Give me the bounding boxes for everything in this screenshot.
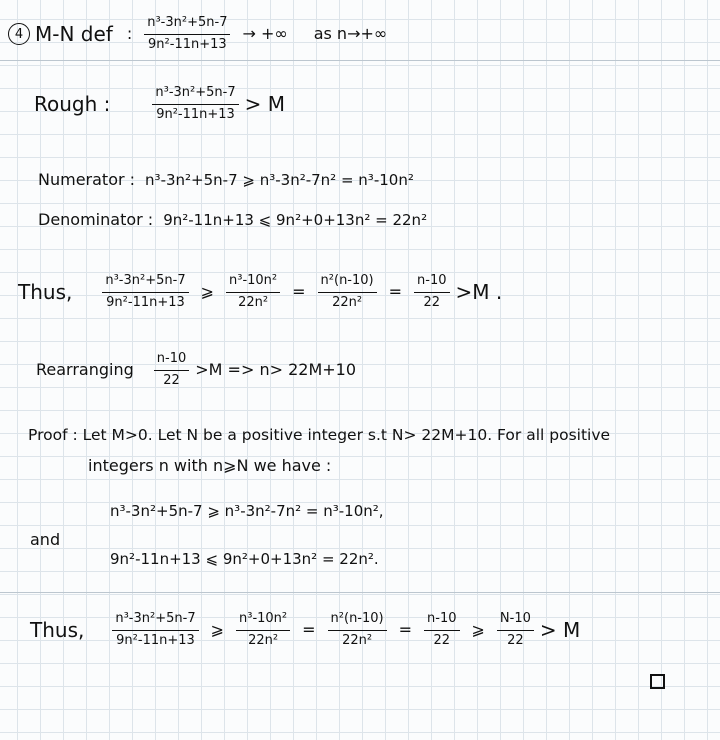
rough-fraction [152, 86, 238, 123]
denominator-line [38, 212, 427, 228]
fraction-bar [102, 292, 188, 293]
proof-line-1 [28, 428, 610, 444]
fraction-bar [328, 630, 387, 631]
proof-and [30, 532, 60, 548]
rearranging-label: Rearranging [36, 360, 134, 380]
rearranging-line [36, 352, 356, 389]
fraction-numerator: n-10 [156, 351, 187, 366]
relation-geq: ⩾ [200, 282, 214, 302]
fraction-denominator: 22n² [238, 294, 269, 310]
header-line [8, 16, 387, 53]
fraction-numerator: n³-3n²+5n-7 [115, 611, 196, 626]
fraction-denominator: 9n²-11n+13 [116, 632, 195, 648]
relation-eq: = [398, 620, 413, 640]
thus2-fraction-2 [236, 612, 290, 649]
thus-label: Thus, [30, 618, 85, 643]
thus-line-2 [30, 612, 580, 649]
thus-label: Thus, [18, 280, 73, 305]
proof-ineq-2 [110, 552, 379, 567]
thus1-fraction-2 [226, 274, 280, 311]
thus1-fraction-4 [414, 274, 449, 311]
fraction-numerator: n³-10n² [229, 273, 278, 288]
fraction-numerator: n-10 [417, 273, 447, 288]
header-numerator: n³-3n²+5n-7 [147, 15, 228, 30]
rearranging-tail: >M => n> 22M+10 [195, 360, 357, 380]
proof-text-1: Proof : Let M>0. Let N be a positive integer s.t N> 22M+10. For all positive [28, 426, 611, 444]
numerator-line [38, 172, 414, 188]
rough-line [34, 86, 285, 123]
fraction-numerator: n³-10n² [239, 611, 288, 626]
thus-line-1 [18, 274, 502, 311]
fraction-bar [226, 292, 280, 293]
relation-eq: = [292, 282, 306, 302]
proof-inequality-2: 9n²-11n+13 ⩽ 9n²+0+13n² = 22n². [110, 550, 379, 568]
proof-ineq-1 [110, 504, 384, 519]
numerator-expression: n³-3n²+5n-7 ⩾ n³-3n²-7n² = n³-10n² [145, 170, 414, 189]
relation-eq: = [302, 620, 316, 640]
thus2-fraction-4 [424, 612, 459, 649]
fraction-denominator: 22n² [332, 294, 363, 310]
fraction-denominator: 22 [507, 632, 524, 648]
thus1-fraction-3 [318, 274, 377, 311]
fraction-bar [144, 34, 230, 35]
rough-numerator: n³-3n²+5n-7 [155, 85, 236, 100]
fraction-denominator: 22 [423, 294, 441, 310]
rough-denominator: 9n²-11n+13 [156, 106, 235, 122]
thus1-fraction-1 [102, 274, 188, 311]
qed-square-icon [650, 674, 665, 689]
fraction-bar [154, 370, 189, 371]
fraction-numerator: n²(n-10) [330, 611, 384, 626]
fraction-numerator: n²(n-10) [320, 273, 374, 288]
fraction-bar [236, 630, 290, 631]
thus2-tail: > M [539, 618, 581, 643]
thus2-fraction-1 [112, 612, 198, 649]
proof-inequality-1: n³-3n²+5n-7 ⩾ n³-3n²-7n² = n³-10n², [110, 502, 384, 520]
denominator-label: Denominator : [38, 210, 154, 229]
relation-eq: = [388, 282, 403, 302]
header-denominator: 9n²-11n+13 [148, 36, 227, 52]
fraction-bar [497, 630, 534, 631]
header-arrow: → +∞ [242, 24, 288, 44]
thus2-fraction-5 [497, 612, 534, 649]
header-suffix: as n→+∞ [313, 24, 388, 44]
fraction-numerator: n-10 [427, 611, 457, 626]
denominator-expression: 9n²-11n+13 ⩽ 9n²+0+13n² = 22n² [163, 210, 428, 229]
fraction-bar [424, 630, 459, 631]
fraction-bar [152, 104, 238, 105]
fraction-denominator: 22 [163, 372, 180, 388]
rearranging-fraction [154, 352, 189, 389]
header-fraction [144, 16, 230, 53]
question-number: 4 [8, 23, 30, 45]
fraction-denominator: 22n² [248, 632, 279, 648]
rough-relation: > M [244, 92, 285, 117]
fraction-bar [318, 292, 377, 293]
proof-line-2 [88, 458, 331, 474]
and-word: and [30, 530, 61, 549]
proof-text-2: integers n with n⩾N we have : [88, 456, 332, 475]
separator-line [0, 592, 720, 593]
thus2-fraction-3 [328, 612, 387, 649]
header-colon: : [126, 24, 133, 44]
rough-label: Rough : [34, 92, 111, 117]
header-label: M-N def [35, 22, 113, 47]
separator-line [0, 60, 720, 61]
thus1-tail: >M . [455, 280, 503, 305]
fraction-bar [112, 630, 198, 631]
fraction-denominator: 22n² [342, 632, 373, 648]
fraction-numerator: N-10 [499, 611, 531, 626]
fraction-denominator: 22 [433, 632, 451, 648]
fraction-bar [414, 292, 449, 293]
relation-geq: ⩾ [471, 620, 485, 640]
fraction-denominator: 9n²-11n+13 [106, 294, 185, 310]
fraction-numerator: n³-3n²+5n-7 [105, 273, 186, 288]
relation-geq: ⩾ [210, 620, 224, 640]
numerator-label: Numerator : [38, 170, 136, 189]
